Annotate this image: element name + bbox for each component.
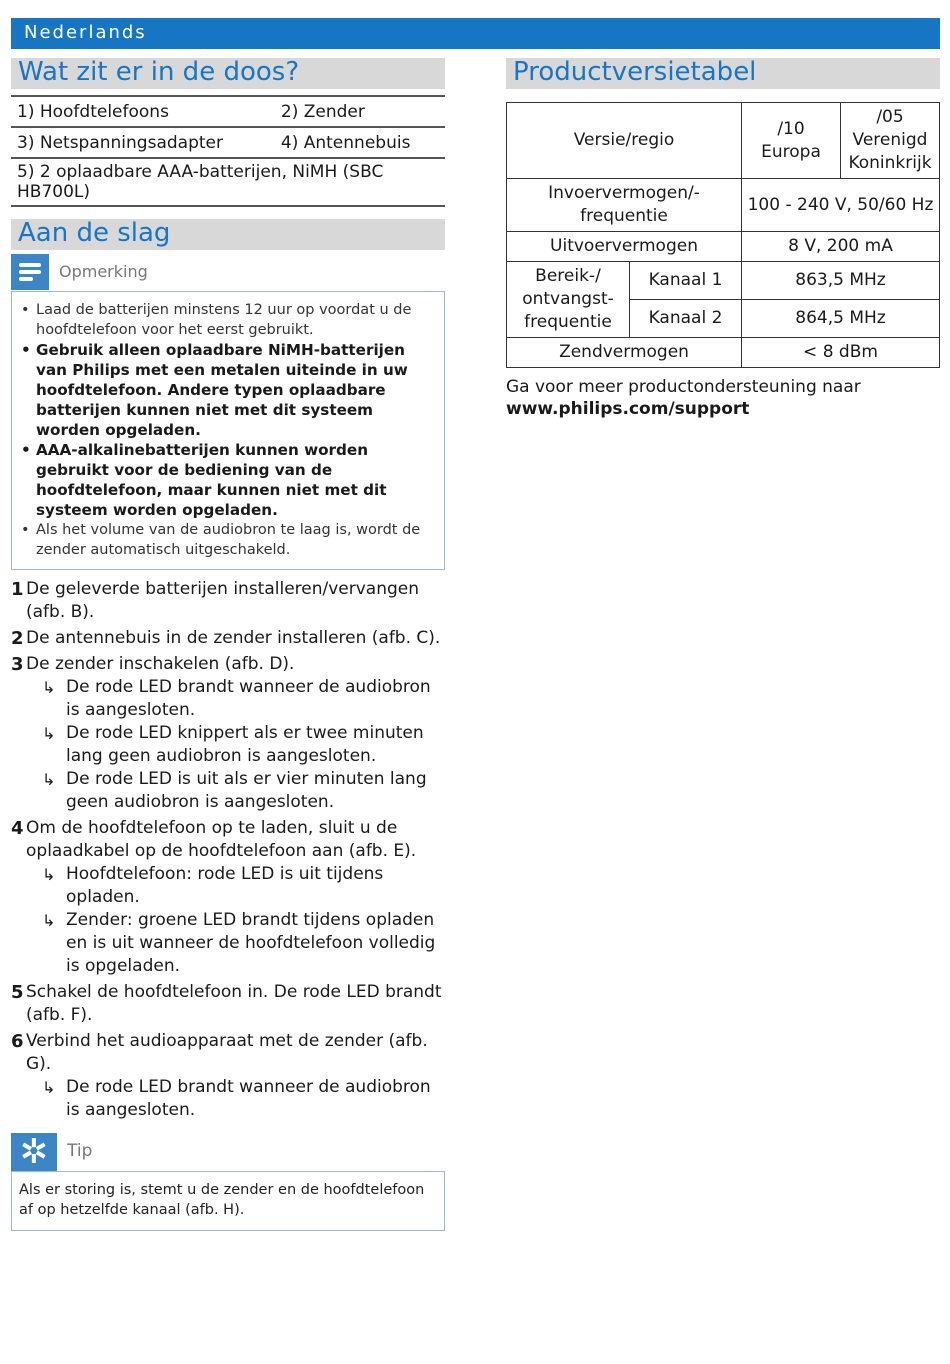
table-row	[11, 127, 445, 158]
step-number: 3	[11, 654, 24, 675]
step-result-text: De rode LED brandt wanneer de audiobron is aangesloten.	[66, 1077, 431, 1120]
table-cell	[841, 103, 940, 179]
table-cell: Uitvoervermogen	[507, 232, 742, 262]
table-cell: 2) Zender	[275, 96, 445, 127]
header-line: Koninkrijk	[848, 153, 932, 173]
table-row	[507, 262, 940, 300]
step-result	[26, 863, 445, 909]
header-line: /05	[876, 107, 904, 127]
step-result	[26, 1076, 445, 1122]
support-link[interactable]	[506, 398, 940, 420]
step-number: 1	[11, 579, 24, 600]
note-item: • Als het volume van de audiobron te laag is, wordt de zender automatisch uitgeschakeld.	[21, 520, 435, 560]
table-cell: /10 Europa	[742, 103, 841, 179]
box-contents-heading	[11, 58, 445, 89]
tip-text: Als er storing is, stemt u de zender en de hoofdtelefoon af op hetzelfde kanaal (afb. H).	[19, 1182, 425, 1218]
step-text: Om de hoofdtelefoon op te laden, sluit u de oplaadkabel op de hoofdtelefoon aan (afb. E).	[26, 818, 417, 861]
step-item	[11, 627, 445, 650]
step-number: 5	[11, 982, 24, 1003]
step-result-text: De rode LED is uit als er vier minuten lang geen audiobron is aangesloten.	[66, 769, 427, 812]
tip-label: Tip	[67, 1141, 93, 1161]
table-row	[507, 232, 940, 262]
table-cell: Kanaal 1	[630, 262, 742, 300]
result-arrow-icon: ↳	[42, 678, 56, 697]
step-result-text: De rode LED brandt wanneer de audiobron is aangesloten.	[66, 677, 431, 720]
table-cell: 8 V, 200 mA	[742, 232, 940, 262]
version-table	[506, 102, 940, 368]
step-result-text: Hoofdtelefoon: rode LED is uit tijdens opladen.	[66, 864, 384, 907]
table-cell: 863,5 MHz	[742, 262, 940, 300]
table-row	[507, 103, 940, 179]
step-result-text: Zender: groene LED brandt tijdens opladen en is uit wanneer de hoofdtelefoon volledig is opgeladen.	[66, 910, 436, 976]
box-contents-title: Wat zit er in de doos?	[18, 57, 300, 87]
table-cell	[507, 262, 630, 338]
step-result-text: De rode LED knippert als er twee minuten lang geen audiobron is aangesloten.	[66, 723, 424, 766]
result-arrow-icon: ↳	[42, 865, 56, 884]
note-header	[11, 254, 445, 291]
result-arrow-icon: ↳	[42, 724, 56, 743]
table-cell: < 8 dBm	[742, 338, 940, 368]
step-result	[26, 909, 445, 978]
range-line: frequentie	[524, 312, 612, 332]
result-arrow-icon: ↳	[42, 911, 56, 930]
language-label: Nederlands	[24, 22, 147, 43]
table-cell: Versie/regio	[507, 103, 742, 179]
table-cell: 864,5 MHz	[742, 300, 940, 338]
right-column	[506, 58, 940, 420]
left-column	[11, 58, 445, 1231]
step-item	[11, 981, 445, 1027]
note-item: • Gebruik alleen oplaadbare NiMH-batterijen van Philips met een metalen uiteinde in uw hoofdtelefoon. Andere typen oplaadbare batterijen kunnen niet met dit systeem worden opgeladen.	[21, 340, 435, 440]
step-number: 2	[11, 628, 24, 649]
box-contents-table	[11, 95, 445, 207]
step-result	[26, 768, 445, 814]
note-label: Opmerking	[59, 262, 148, 281]
getting-started-title: Aan de slag	[18, 218, 171, 248]
steps-list	[11, 578, 445, 1122]
version-table-title: Productversietabel	[513, 57, 757, 87]
support-block	[506, 376, 940, 420]
step-number: 6	[11, 1031, 24, 1052]
table-row	[11, 158, 445, 206]
step-text: De antennebuis in de zender installeren (afb. C).	[26, 628, 441, 648]
table-cell: Zendvermogen	[507, 338, 742, 368]
support-url[interactable]: www.philips.com/support	[506, 399, 750, 419]
step-item	[11, 817, 445, 978]
step-result	[26, 676, 445, 722]
step-text: De zender inschakelen (afb. D).	[26, 654, 295, 674]
note-list	[21, 300, 435, 560]
header-line: Verenigd	[852, 130, 928, 150]
range-line: Bereik-/	[535, 266, 601, 286]
step-result	[26, 722, 445, 768]
step-item	[11, 653, 445, 814]
table-cell: 5) 2 oplaadbare AAA-batterijen, NiMH (SBC HB700L)	[11, 158, 445, 206]
note-lines-icon	[11, 254, 49, 290]
step-number: 4	[11, 818, 24, 839]
tip-box	[11, 1171, 445, 1231]
table-cell: 1) Hoofdtelefoons	[11, 96, 275, 127]
table-row	[507, 179, 940, 232]
language-bar	[11, 18, 940, 49]
step-item	[11, 1030, 445, 1122]
note-item: • Laad de batterijen minstens 12 uur op voordat u de hoofdtelefoon voor het eerst gebruikt.	[21, 300, 435, 340]
range-line: ontvangst-	[522, 289, 614, 309]
table-cell: Invoervermogen/-frequentie	[507, 179, 742, 232]
table-cell: 3) Netspanningsadapter	[11, 127, 275, 158]
version-table-heading	[506, 58, 940, 89]
result-arrow-icon: ↳	[42, 770, 56, 789]
result-arrow-icon: ↳	[42, 1078, 56, 1097]
tip-header	[11, 1133, 445, 1171]
support-text: Ga voor meer productondersteuning naar	[506, 377, 861, 397]
step-text: Verbind het audioapparaat met de zender (afb. G).	[26, 1031, 428, 1074]
getting-started-heading	[11, 219, 445, 250]
table-row	[11, 96, 445, 127]
table-cell: 100 - 240 V, 50/60 Hz	[742, 179, 940, 232]
step-text: De geleverde batterijen installeren/vervangen (afb. B).	[26, 579, 420, 622]
table-cell: Kanaal 2	[630, 300, 742, 338]
table-row	[507, 338, 940, 368]
table-cell: 4) Antennebuis	[275, 127, 445, 158]
step-text: Schakel de hoofdtelefoon in. De rode LED brandt (afb. F).	[26, 982, 442, 1025]
note-box	[11, 291, 445, 570]
note-item: • AAA-alkalinebatterijen kunnen worden gebruikt voor de bediening van de hoofdtelefoon, maar kunnen niet met dit systeem worden opgeladen.	[21, 440, 435, 520]
tip-asterisk-icon: ✲	[11, 1133, 57, 1171]
step-item	[11, 578, 445, 624]
